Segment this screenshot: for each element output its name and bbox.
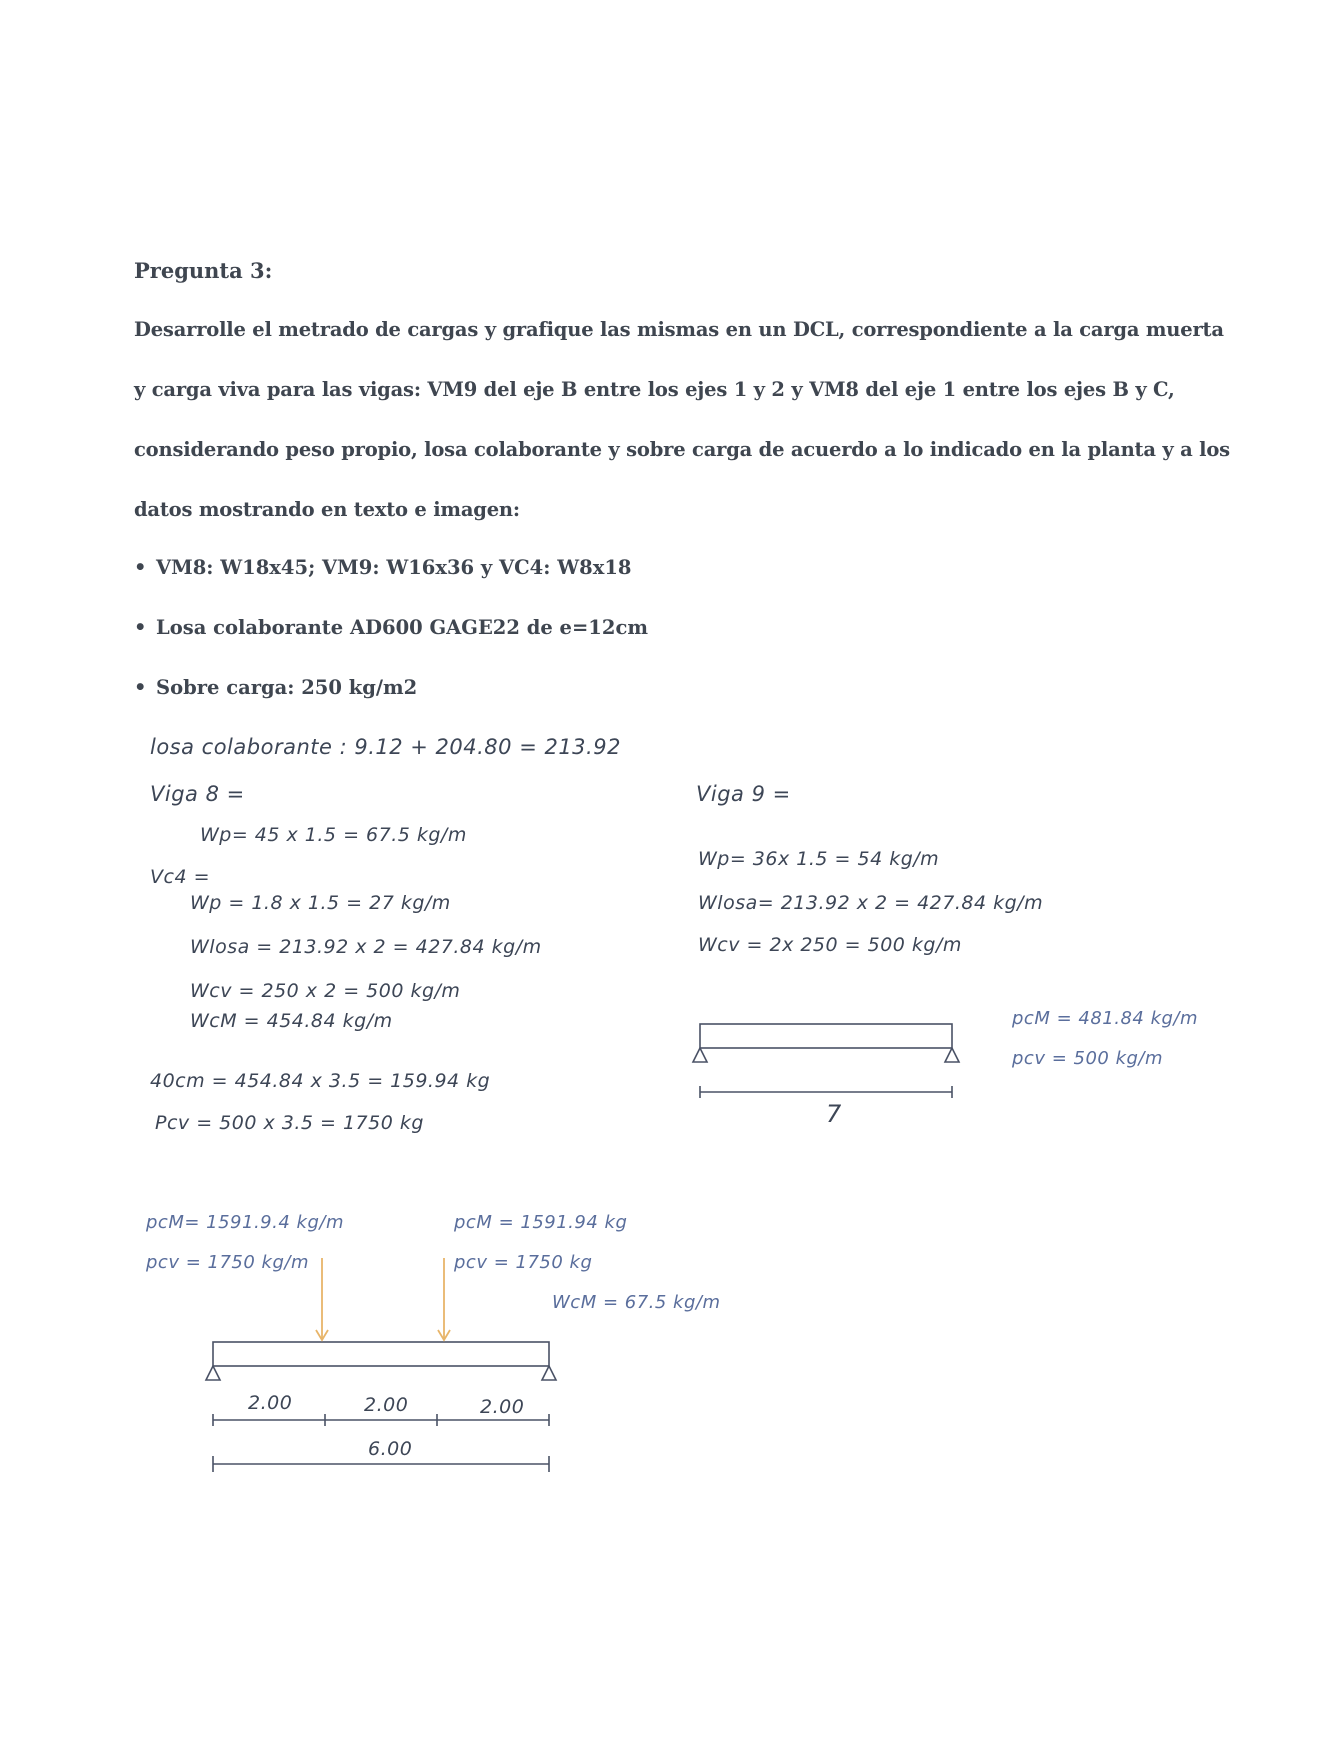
viga8-wcv: Wcv = 250 x 2 = 500 kg/m — [190, 980, 461, 1002]
bullet-item: • Losa colaborante AD600 GAGE22 de e=12cm — [134, 616, 648, 639]
viga9-support-left — [693, 1048, 707, 1062]
dcl8-load1-pcv: pcv = 1750 kg/m — [146, 1252, 309, 1273]
viga8-pcv: Pcv = 500 x 3.5 = 1750 kg — [155, 1112, 424, 1134]
dcl8-dim-2: 2.00 — [364, 1394, 409, 1416]
viga9-wp: Wp= 36x 1.5 = 54 kg/m — [698, 848, 940, 870]
bullet-item: • Sobre carga: 250 kg/m2 — [134, 676, 418, 699]
vc4-title: Vc4 = — [150, 866, 210, 888]
viga9-support-right — [945, 1048, 959, 1062]
viga9-pcv: pcv = 500 kg/m — [1012, 1048, 1164, 1069]
viga9-wlosa: Wlosa= 213.92 x 2 = 427.84 kg/m — [698, 892, 1044, 914]
dcl8-total: 6.00 — [368, 1438, 413, 1460]
bullet-text: VM8: W18x45; VM9: W16x36 y VC4: W8x18 — [156, 556, 632, 579]
viga8-pcm: 40cm = 454.84 x 3.5 = 159.94 kg — [150, 1070, 491, 1092]
question-title: Pregunta 3: — [134, 258, 273, 283]
viga8-support-right — [542, 1366, 556, 1380]
dcl8-load2-pcv: pcv = 1750 kg — [454, 1252, 593, 1273]
viga8-wp: Wp= 45 x 1.5 = 67.5 kg/m — [200, 824, 467, 846]
viga8-wcm: WcM = 454.84 kg/m — [190, 1010, 393, 1032]
dcl8-wcm: WcM = 67.5 kg/m — [552, 1292, 721, 1313]
question-line-3: considerando peso propio, losa colaborante y sobre carga de acuerdo a lo indicado en la planta y a los — [134, 438, 1230, 461]
viga9-title: Viga 9 = — [696, 782, 791, 806]
point-loads — [316, 1258, 450, 1340]
viga9-beam — [700, 1024, 952, 1048]
bullet-text: Losa colaborante AD600 GAGE22 de e=12cm — [156, 616, 648, 639]
viga9-pcm: pcM = 481.84 kg/m — [1012, 1008, 1199, 1029]
bullet-item: • VM8: W18x45; VM9: W16x36 y VC4: W8x18 — [134, 556, 632, 579]
viga9-span-label: 7 — [826, 1100, 842, 1128]
vc4-wp: Wp = 1.8 x 1.5 = 27 kg/m — [190, 892, 451, 914]
viga8-beam — [213, 1342, 549, 1366]
question-line-4: datos mostrando en texto e imagen: — [134, 498, 520, 521]
question-line-2: y carga viva para las vigas: VM9 del eje B entre los ejes 1 y 2 y VM8 del eje 1 entre los ejes B y C, — [134, 378, 1175, 401]
bullet-text: Sobre carga: 250 kg/m2 — [156, 676, 418, 699]
dcl8-load1-pcm: pcM= 1591.9.4 kg/m — [146, 1212, 344, 1233]
question-line-1: Desarrolle el metrado de cargas y grafique las mismas en un DCL, correspondiente a la carga muerta — [134, 318, 1224, 341]
losa-line: losa colaborante : 9.12 + 204.80 = 213.92 — [150, 735, 621, 759]
dcl8-dim-3: 2.00 — [480, 1396, 525, 1418]
dcl8-dim-1: 2.00 — [248, 1392, 293, 1414]
viga8-support-left — [206, 1366, 220, 1380]
viga8-wlosa: Wlosa = 213.92 x 2 = 427.84 kg/m — [190, 936, 542, 958]
viga9-wcv: Wcv = 2x 250 = 500 kg/m — [698, 934, 962, 956]
dcl8-load2-pcm: pcM = 1591.94 kg — [454, 1212, 628, 1233]
viga9-beam-diagram — [693, 1024, 959, 1098]
viga8-title: Viga 8 = — [150, 782, 245, 806]
viga8-beam-diagram — [206, 1342, 556, 1472]
